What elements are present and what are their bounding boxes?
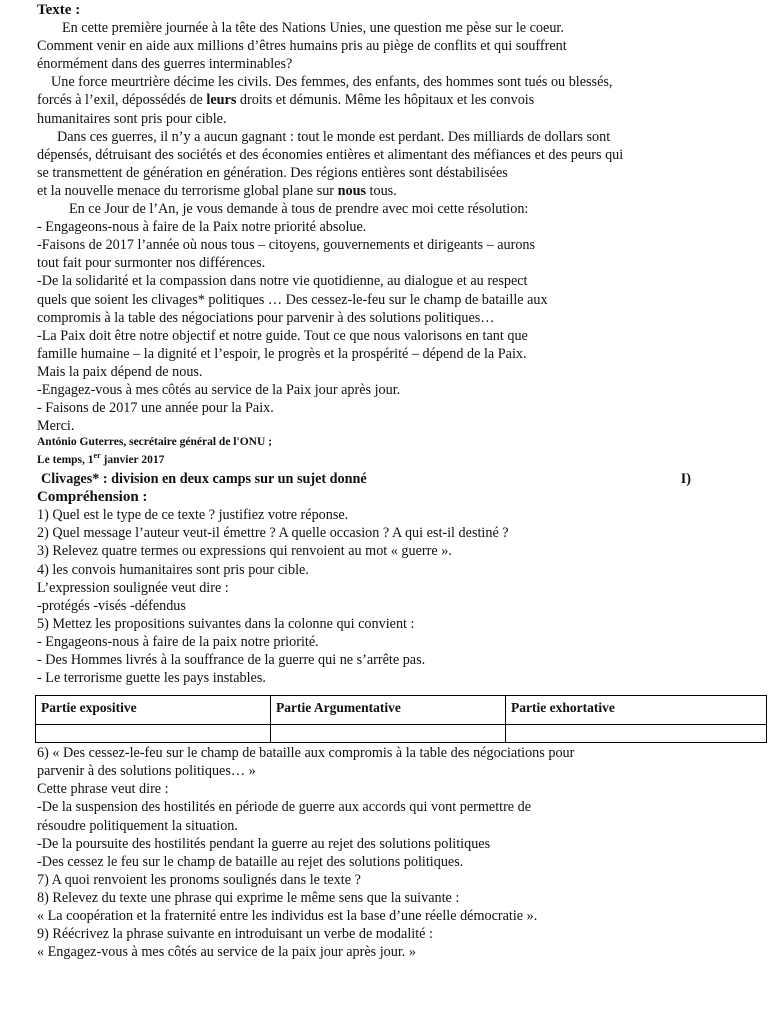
text-line: Mais la paix dépend de nous.	[37, 363, 203, 380]
question-line: -protégés -visés -défendus	[37, 597, 186, 614]
question-line: - Des Hommes livrés à la souffrance de la guerre qui ne s’arrête pas.	[37, 652, 426, 669]
text-line: dépensés, détruisant des sociétés et des économies entières et alimentant des méfiances et des peurs qui	[37, 146, 624, 163]
section-marker: I)	[680, 471, 691, 488]
text-line: -De la solidarité et la compassion dans notre vie quotidienne, au dialogue et au respect	[37, 273, 528, 290]
question-line: 2) Quel message l’auteur veut-il émettre ? A quelle occasion ? A qui est-il destiné ?	[37, 525, 509, 542]
comprehension-heading: Compréhension :	[37, 489, 148, 506]
text-line	[37, 182, 745, 200]
text-line: énormément dans des guerres interminables?	[37, 56, 293, 73]
paragraph-1	[37, 19, 745, 73]
texte-heading: Texte :	[37, 2, 81, 18]
question-line: -De la poursuite des hostilités pendant la guerre au rejet des solutions politiques	[37, 835, 491, 852]
table-header-exhortative: Partie exhortative	[506, 696, 767, 725]
paragraph-2	[37, 73, 745, 127]
question-line: « La coopération et la fraternité entre les individus est la base d’une réelle démocratie ».	[37, 908, 538, 925]
questions-part-1	[37, 506, 745, 687]
table-header-row	[36, 696, 767, 725]
text-segment: droits et démunis. Même les hôpitaux et les convois	[236, 92, 535, 109]
text-line: Une force meurtrière décime les civils. Des femmes, des enfants, des hommes sont tués ou blessés,	[51, 74, 613, 91]
text-line: Comment venir en aide aux millions d’êtres humains pris au piège de conflits et qui souffrent	[37, 38, 567, 55]
text-line: humanitaires sont pris pour cible.	[37, 110, 227, 127]
text-line: Merci.	[37, 418, 75, 435]
text-line: -La Paix doit être notre objectif et notre guide. Tout ce que nous valorisons en tant que	[37, 327, 528, 344]
question-line: 6) « Des cessez-le-feu sur le champ de bataille aux compromis à la table des négociations pour	[37, 745, 575, 762]
question-line: 5) Mettez les propositions suivantes dans la colonne qui convient :	[37, 615, 415, 632]
bold-pronoun: nous	[337, 182, 366, 199]
question-line: 1) Quel est le type de ce texte ? justifiez votre réponse.	[37, 507, 349, 524]
paragraph-4	[37, 200, 745, 435]
table-header-expositive: Partie expositive	[36, 696, 271, 725]
document-page	[37, 0, 745, 961]
question-line: « Engagez-vous à mes côtés au service de la paix jour après jour. »	[37, 944, 416, 961]
question-line: 8) Relevez du texte une phrase qui exprime le même sens que la suivante :	[37, 889, 460, 906]
question-line: L’expression soulignée veut dire :	[37, 579, 229, 596]
text-line: se transmettent de génération en génération. Des régions entières sont déstabilisées	[37, 164, 508, 181]
source-text: Le temps, 1	[37, 454, 94, 467]
bold-pronoun: leurs	[206, 92, 237, 109]
text-line: En ce Jour de l’An, je vous demande à tous de prendre avec moi cette résolution:	[69, 201, 529, 218]
question-line: 9) Réécrivez la phrase suivante en introduisant un verbe de modalité :	[37, 926, 433, 943]
source-superscript: er	[93, 451, 101, 461]
glossary-line	[37, 470, 691, 488]
text-line: -Engagez-vous à mes côtés au service de la Paix jour après jour.	[37, 381, 401, 398]
source-text: janvier 2017	[100, 454, 165, 467]
source-citation	[37, 449, 745, 467]
question-line: - Le terrorisme guette les pays instables.	[37, 670, 266, 687]
text-line: Dans ces guerres, il n’y a aucun gagnant : tout le monde est perdant. Des milliards de dollars sont	[57, 128, 611, 145]
question-line: -Des cessez le feu sur le champ de bataille au rejet des solutions politiques.	[37, 853, 464, 870]
question-line: Cette phrase veut dire :	[37, 781, 169, 798]
text-line: -Faisons de 2017 l’année où nous tous – citoyens, gouvernements et dirigeants – aurons	[37, 237, 536, 254]
question-line: parvenir à des solutions politiques… »	[37, 763, 256, 780]
answer-cell-argumentative[interactable]	[271, 725, 506, 743]
table-answer-row	[36, 725, 767, 743]
question-line: 4) les convois humanitaires sont pris pour cible.	[37, 561, 309, 578]
text-line: compromis à la table des négociations pour parvenir à des solutions politiques…	[37, 309, 495, 326]
table-header-argumentative: Partie Argumentative	[271, 696, 506, 725]
question-line: 3) Relevez quatre termes ou expressions qui renvoient au mot « guerre ».	[37, 543, 452, 560]
text-line: quels que soient les clivages* politiques … Des cessez-le-feu sur le champ de bataille aux	[37, 291, 548, 308]
text-line: En cette première journée à la tête des Nations Unies, une question me pèse sur le coeur.	[62, 20, 564, 37]
text-line	[37, 91, 745, 109]
classification-table	[35, 695, 767, 743]
text-line: tout fait pour surmonter nos différences.	[37, 255, 266, 272]
question-line: résoudre politiquement la situation.	[37, 817, 238, 834]
answer-cell-exhortative[interactable]	[506, 725, 767, 743]
text-segment: tous.	[366, 182, 397, 199]
text-segment: forcés à l’exil, dépossédés de	[37, 92, 207, 109]
author-signature: António Guterres, secrétaire général de l'ONU ;	[37, 436, 272, 449]
text-segment: et la nouvelle menace du terrorisme global plane sur	[37, 182, 338, 199]
answer-cell-expositive[interactable]	[36, 725, 271, 743]
text-line: - Engageons-nous à faire de la Paix notre priorité absolue.	[37, 219, 367, 236]
question-line: - Engageons-nous à faire de la paix notre priorité.	[37, 633, 319, 650]
glossary-definition: Clivages* : division en deux camps sur un sujet donné	[41, 471, 367, 488]
text-line: famille humaine – la dignité et l’espoir, le progrès et la prospérité – dépend de la Paix.	[37, 345, 527, 362]
text-line: - Faisons de 2017 une année pour la Paix.	[37, 400, 274, 417]
question-line: 7) A quoi renvoient les pronoms soulignés dans le texte ?	[37, 871, 361, 888]
questions-part-2	[37, 744, 745, 961]
paragraph-3	[37, 128, 745, 200]
question-line: -De la suspension des hostilités en période de guerre aux accords qui vont permettre de	[37, 799, 532, 816]
